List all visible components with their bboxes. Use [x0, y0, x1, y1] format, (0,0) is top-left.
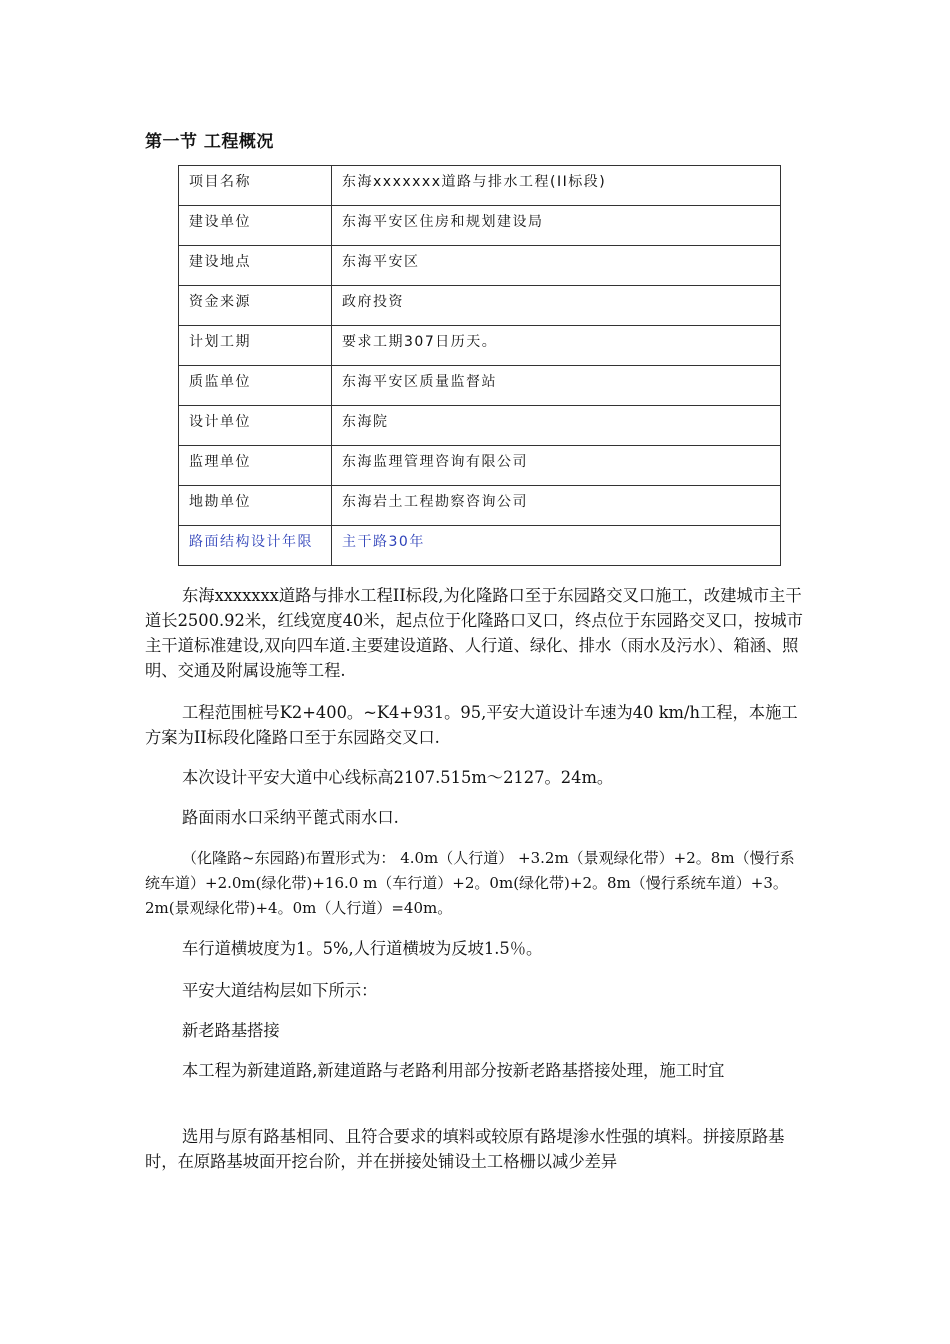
- paragraph-layout: （化隆路~东园路)布置形式为： 4.0m（人行道） +3.2m（景观绿化带）+2。8m（慢行系统车道）+2.0m(绿化带)+16.0 m（车行道）+2。0m(绿化带)+2。8m（慢行系统车道）+3。2m(景观绿化带)+4。0m（人行道）=40m。: [145, 849, 795, 917]
- row-value: 东海岩土工程勘察咨询公司: [332, 486, 781, 526]
- table-row: [179, 486, 781, 526]
- paragraph-overview: 东海xxxxxxx道路与排水工程II标段,为化隆路口至于东园路交叉口施工，改建城市主干道长2500.92米，红线宽度40米，起点位于化隆路口叉口，终点位于东园路交叉口，按城市主干道标准建设,双向四车道.主要建设道路、人行道、绿化、排水（雨水及污水）、箱涵、照明、交通及附属设施等工程.: [145, 586, 803, 680]
- table-row: [179, 446, 781, 486]
- row-label: 资金来源: [179, 286, 332, 326]
- row-label: 计划工期: [179, 326, 332, 366]
- paragraph-slope: 车行道横坡度为1。5%,人行道横坡为反坡1.5％。: [182, 939, 543, 958]
- table-row: [179, 166, 781, 206]
- row-label: 建设单位: [179, 206, 332, 246]
- row-value: 主干路30年: [332, 526, 781, 566]
- project-info-table: [178, 165, 781, 566]
- paragraph-structure: 平安大道结构层如下所示：: [182, 981, 378, 1000]
- table-row: [179, 326, 781, 366]
- row-value: 东海院: [332, 406, 781, 446]
- table-row: [179, 246, 781, 286]
- section-title: 第一节 工程概况: [145, 132, 274, 152]
- row-label: 建设地点: [179, 246, 332, 286]
- row-value: 东海平安区: [332, 246, 781, 286]
- row-value: 政府投资: [332, 286, 781, 326]
- table-row: [179, 206, 781, 246]
- row-value: 东海平安区住房和规划建设局: [332, 206, 781, 246]
- table-row: [179, 406, 781, 446]
- row-label: 监理单位: [179, 446, 332, 486]
- paragraph-subheading: 新老路基搭接: [182, 1021, 280, 1040]
- row-value: 要求工期307日历天。: [332, 326, 781, 366]
- table-row: [179, 526, 781, 566]
- row-value: 东海监理管理咨询有限公司: [332, 446, 781, 486]
- row-value: 东海xxxxxxx道路与排水工程(II标段): [332, 166, 781, 206]
- paragraph-elevation: 本次设计平安大道中心线标高2107.515m～2127。24m。: [182, 768, 614, 787]
- paragraph-scope: 工程范围桩号K2+400。~K4+931。95,平安大道设计车速为40 km/h工程，本施工方案为II标段化隆路口至于东园路交叉口.: [145, 703, 798, 747]
- paragraph-fill: 选用与原有路基相同、且符合要求的填料或较原有路堤渗水性强的填料。拼接原路基时，在原路基坡面开挖台阶，并在拼接处铺设土工格栅以减少差异: [145, 1127, 785, 1171]
- row-label: 项目名称: [179, 166, 332, 206]
- row-label: 设计单位: [179, 406, 332, 446]
- paragraph-inlet: 路面雨水口采纳平蓖式雨水口.: [182, 808, 399, 827]
- paragraph-splicing: 本工程为新建道路,新建道路与老路利用部分按新老路基搭接处理，施工时宜: [182, 1061, 725, 1080]
- table-row: [179, 286, 781, 326]
- table-row: [179, 366, 781, 406]
- row-label: 路面结构设计年限: [179, 526, 332, 566]
- row-label: 地勘单位: [179, 486, 332, 526]
- row-value: 东海平安区质量监督站: [332, 366, 781, 406]
- row-label: 质监单位: [179, 366, 332, 406]
